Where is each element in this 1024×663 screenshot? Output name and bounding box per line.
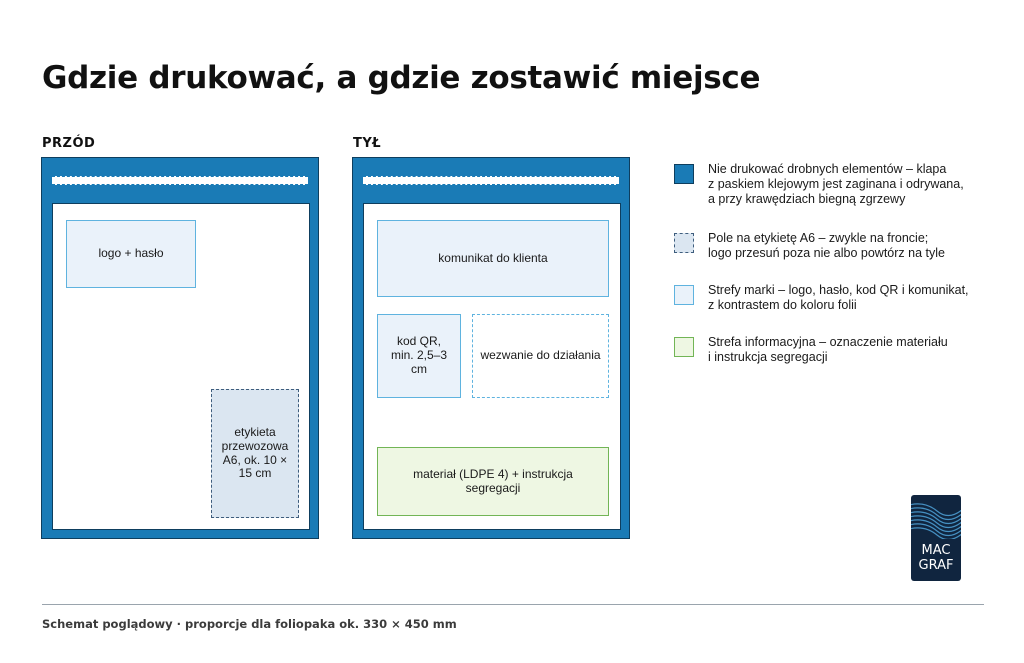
legend-swatch-info-zone xyxy=(674,337,694,357)
legend-text-brand-zone: Strefy marki – logo, hasło, kod QR i komunikat, z kontrastem do koloru folii xyxy=(708,283,969,312)
back-cta-zone: wezwanie do działania xyxy=(472,314,609,398)
legend-item-brand-zone xyxy=(674,283,998,313)
logo-text-mac: MAC xyxy=(921,543,951,558)
legend-swatch-brand-zone xyxy=(674,285,694,305)
page-title: Gdzie drukować, a gdzie zostawić miejsce xyxy=(42,60,761,96)
legend-item-label-zone xyxy=(674,231,998,261)
legend-text-info-zone: Strefa informacyjna – oznaczenie materiału i instrukcja segregacji xyxy=(708,335,948,364)
legend-swatch-no-print xyxy=(674,164,694,184)
front-logo-zone: logo + hasło xyxy=(66,220,196,288)
back-label: TYŁ xyxy=(353,136,382,151)
back-message-zone: komunikat do klienta xyxy=(377,220,609,297)
logo-wave-icon xyxy=(911,499,961,539)
logo-text-graf: GRAF xyxy=(918,558,954,573)
front-adhesive-strip xyxy=(52,176,308,185)
legend-item-no-print xyxy=(674,162,998,207)
legend-item-info-zone xyxy=(674,335,998,365)
back-qr-zone: kod QR, min. 2,5–3 cm xyxy=(377,314,461,398)
legend-swatch-label-zone xyxy=(674,233,694,253)
front-bag xyxy=(41,157,319,539)
front-label: PRZÓD xyxy=(42,136,96,151)
footnote: Schemat poglądowy · proporcje dla foliopaka ok. 330 × 450 mm xyxy=(42,617,457,631)
legend-text-no-print: Nie drukować drobnych elementów – klapa z paskiem klejowym jest zaginana i odrywana, a przy krawędziach biegną zgrzewy xyxy=(708,162,964,206)
back-bag xyxy=(352,157,630,539)
back-info-zone: materiał (LDPE 4) + instrukcja segregacji xyxy=(377,447,609,516)
macgraf-logo xyxy=(911,495,961,581)
legend-text-label-zone: Pole na etykietę A6 – zwykle na froncie; logo przesuń poza nie albo powtórz na tyle xyxy=(708,231,945,260)
back-printable-area xyxy=(363,203,621,530)
back-adhesive-strip xyxy=(363,176,619,185)
front-printable-area xyxy=(52,203,310,530)
front-shipping-label-zone: etykieta przewozowa A6, ok. 10 × 15 cm xyxy=(211,389,299,518)
footer-divider xyxy=(42,604,984,605)
